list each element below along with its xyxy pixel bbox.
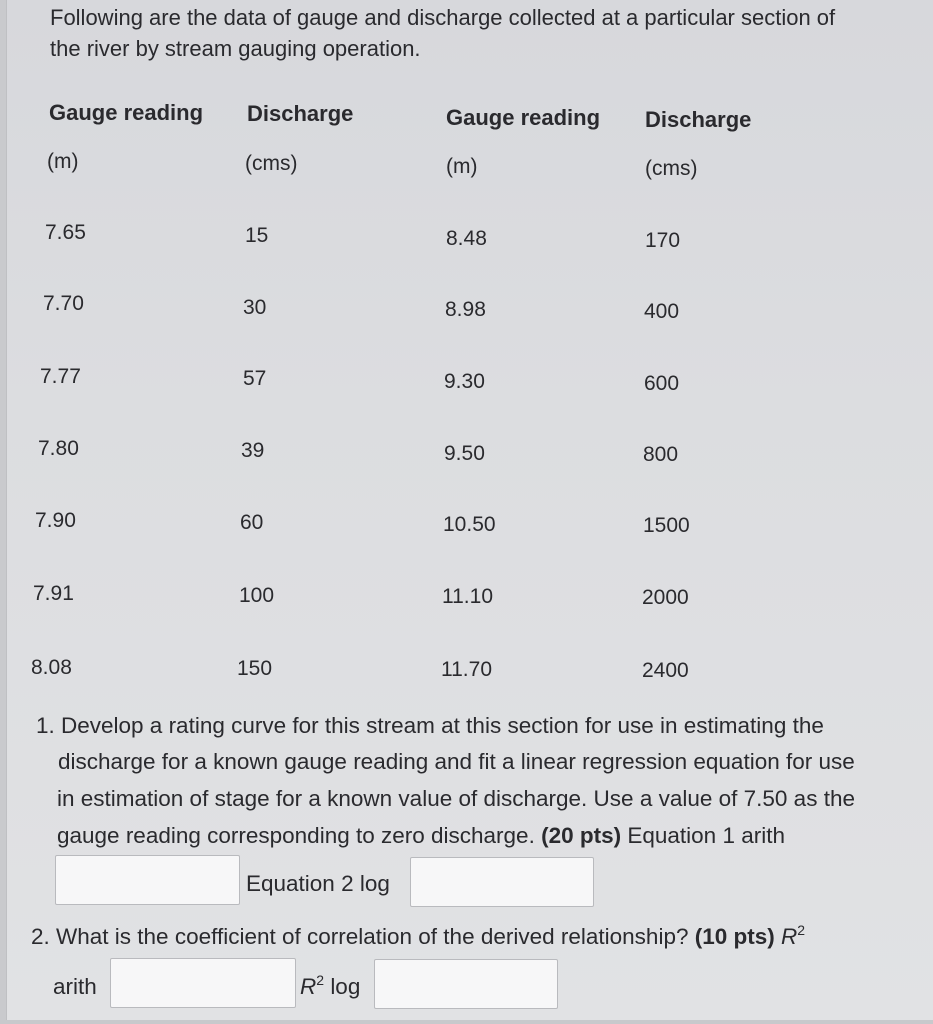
table-cell: 100 xyxy=(239,584,275,607)
table-cell: 8.98 xyxy=(445,298,486,321)
table-cell: 150 xyxy=(237,657,273,680)
bottom-frame-edge xyxy=(0,1020,933,1024)
question-1-line-2: discharge for a known gauge reading and fit a linear regression equation for use xyxy=(58,749,855,774)
r2-arith-input[interactable] xyxy=(110,958,296,1008)
r2-log-label xyxy=(300,969,360,1005)
intro-line-2: the river by stream gauging operation. xyxy=(50,36,421,61)
r2-arith-label: arith xyxy=(53,974,97,999)
table-cell: 60 xyxy=(240,511,264,534)
question-1-line-3: in estimation of stage for a known value of discharge. Use a value of 7.50 as the xyxy=(57,786,855,811)
question-2-text: What is the coefficient of correlation of the derived relationship? xyxy=(56,924,689,949)
r-exponent: 2 xyxy=(797,922,806,938)
left-frame-edge xyxy=(0,0,7,1024)
r2-log-text: log xyxy=(330,974,361,999)
table-cell: 11.70 xyxy=(441,658,492,681)
table-cell: 8.48 xyxy=(446,227,487,250)
header-discharge-2: Discharge xyxy=(645,107,752,132)
table-cell: 7.80 xyxy=(38,437,79,460)
header-gauge-reading-2: Gauge reading xyxy=(446,105,601,130)
question-1-number: 1. xyxy=(36,713,55,738)
table-cell: 2400 xyxy=(642,659,689,682)
table-cell: 1500 xyxy=(643,514,690,537)
table-cell: 7.77 xyxy=(40,365,81,388)
r-symbol: R xyxy=(300,974,317,999)
equation-1-arith-input[interactable] xyxy=(55,855,240,905)
question-1-line-1: Develop a rating curve for this stream at this section for use in estimating the xyxy=(61,713,824,738)
equation-2-log-input[interactable] xyxy=(410,857,594,907)
table-cell: 400 xyxy=(644,300,680,323)
table-cell: 7.90 xyxy=(35,509,76,532)
table-cell: 9.30 xyxy=(444,370,485,393)
r-exponent: 2 xyxy=(316,972,325,988)
table-cell: 30 xyxy=(243,296,267,319)
question-1-line-4-text: gauge reading corresponding to zero discharge. xyxy=(57,823,535,848)
unit-gauge-1: (m) xyxy=(47,150,79,173)
table-cell: 2000 xyxy=(642,586,689,609)
table-cell: 8.08 xyxy=(31,656,72,679)
table-cell: 7.70 xyxy=(43,292,84,315)
table-cell: 39 xyxy=(241,439,265,462)
question-2-number: 2. xyxy=(31,924,50,949)
table-cell: 7.65 xyxy=(45,221,86,244)
header-gauge-reading-1: Gauge reading xyxy=(49,100,204,125)
r2-log-input[interactable] xyxy=(374,959,558,1009)
table-cell: 11.10 xyxy=(442,585,493,608)
header-discharge-1: Discharge xyxy=(247,101,354,126)
table-cell: 7.91 xyxy=(33,582,74,605)
question-2 xyxy=(31,919,805,955)
table-cell: 600 xyxy=(644,372,680,395)
table-cell: 57 xyxy=(243,367,267,390)
table-cell: 800 xyxy=(643,443,679,466)
equation-1-label: Equation 1 arith xyxy=(627,823,785,848)
equation-2-label: Equation 2 log xyxy=(246,871,390,896)
unit-discharge-2: (cms) xyxy=(645,157,698,180)
table-cell: 15 xyxy=(245,224,269,247)
r-symbol: R xyxy=(781,924,798,949)
table-cell: 170 xyxy=(645,229,681,252)
table-cell: 9.50 xyxy=(444,442,485,465)
unit-discharge-1: (cms) xyxy=(245,152,298,175)
question-2-points: (10 pts) xyxy=(694,924,775,949)
question-1-points: (20 pts) xyxy=(541,823,622,848)
unit-gauge-2: (m) xyxy=(446,155,478,178)
question-1-line-4 xyxy=(57,818,785,854)
intro-line-1: Following are the data of gauge and discharge collected at a particular section of xyxy=(50,5,836,30)
table-cell: 10.50 xyxy=(443,513,496,536)
